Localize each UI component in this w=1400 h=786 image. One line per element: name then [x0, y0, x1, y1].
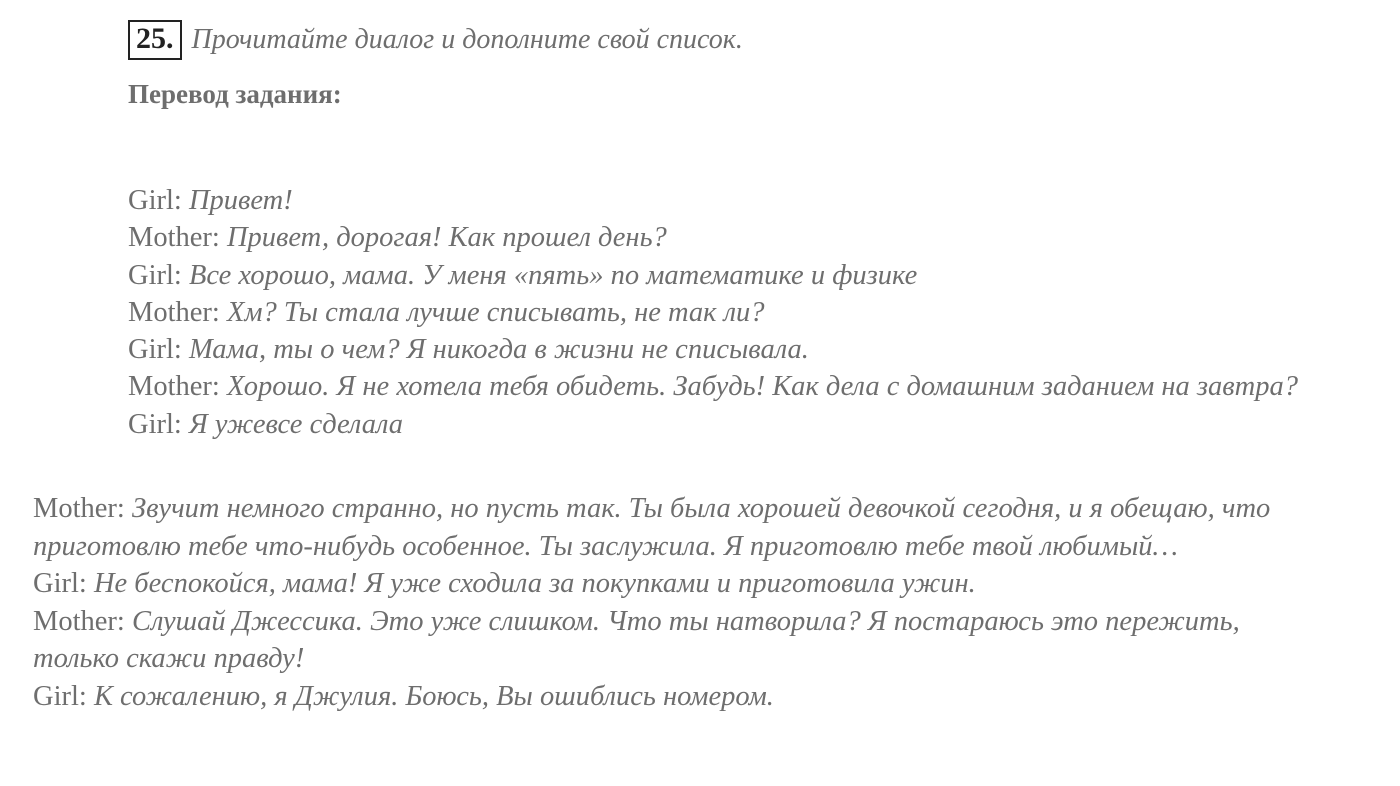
speaker-label: Mother:: [33, 605, 125, 637]
speech-text: Привет, дорогая! Как прошел день?: [226, 222, 667, 254]
dialogue-line: [128, 331, 1368, 368]
speech-text: Привет!: [188, 185, 293, 216]
speaker-label: Girl:: [33, 680, 87, 712]
dialogue-part-1: [128, 182, 1368, 443]
speaker-label: Girl:: [128, 259, 182, 291]
speech-text: Мама, ты о чем? Я никогда в жизни не списывала.: [188, 334, 809, 366]
dialogue-part-2: [33, 490, 1323, 715]
speaker-label: Girl:: [128, 185, 182, 216]
dialogue-line: [128, 294, 1368, 331]
speaker-label: Mother:: [128, 296, 220, 328]
speech-text: Хорошо. Я не хотела тебя обидеть. Забудь! Как дела с домашним заданием на завтра?: [226, 371, 1298, 403]
dialogue-line: [128, 406, 1368, 443]
speaker-label: Mother:: [33, 493, 125, 524]
speaker-label: Girl:: [128, 408, 182, 440]
speech-text: Слушай Джессика. Это уже слишком. Что ты натворила? Я постараюсь это пережить, только скажи правду!: [33, 605, 1240, 674]
dialogue-line: [33, 678, 1323, 716]
dialogue-line: [128, 182, 1368, 219]
task-number-box: 25.: [128, 20, 182, 60]
speaker-label: Mother:: [128, 371, 220, 403]
speech-text: Хм? Ты стала лучше списывать, не так ли?: [226, 296, 765, 328]
dialogue-line: [128, 219, 1368, 256]
speech-text: К сожалению, я Джулия. Боюсь, Вы ошиблись номером.: [93, 680, 774, 712]
speech-text: Я ужевсе сделала: [188, 408, 403, 440]
translation-heading: Перевод задания:: [128, 79, 342, 109]
dialogue-line: [33, 490, 1323, 565]
dialogue-line: [128, 257, 1368, 294]
speaker-label: Girl:: [33, 568, 87, 599]
task-instruction: Прочитайте диалог и дополните свой список.: [191, 24, 743, 55]
speaker-label: Mother:: [128, 222, 220, 254]
dialogue-line: [33, 603, 1323, 678]
speech-text: Не беспокойся, мама! Я уже сходила за покупками и приготовила ужин.: [93, 568, 976, 599]
task-header: [128, 20, 743, 60]
speech-text: Звучит немного странно, но пусть так. Ты была хорошей девочкой сегодня, и я обещаю, что приготовлю тебе что-нибудь особенное. Ты заслужила. Я приготовлю тебе твой любимый…: [33, 493, 1271, 562]
speech-text: Все хорошо, мама. У меня «пять» по математике и физике: [188, 259, 918, 291]
dialogue-line: [33, 565, 1323, 603]
speaker-label: Girl:: [128, 334, 182, 366]
dialogue-line: [128, 368, 1368, 405]
